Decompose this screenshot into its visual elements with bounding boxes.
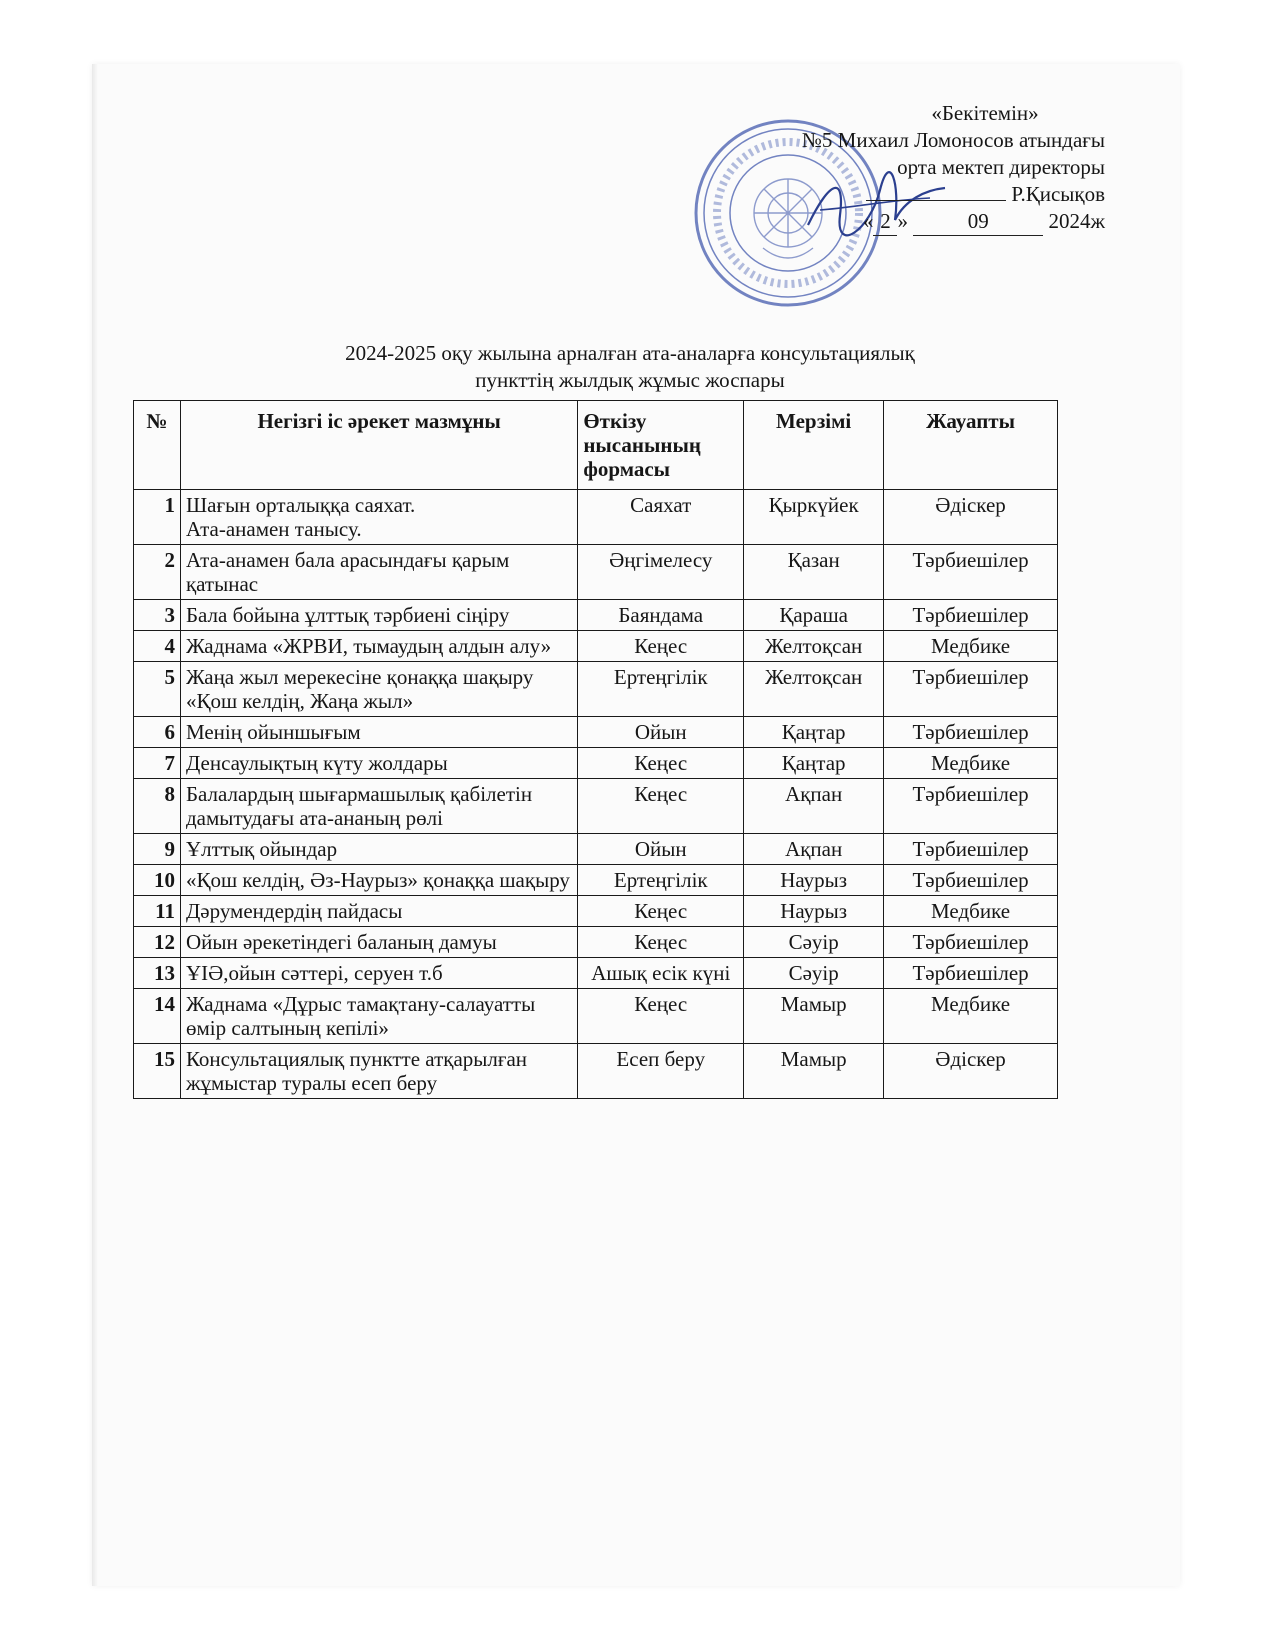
row-date: Наурыз (744, 865, 884, 896)
row-responsible: Медбике (884, 631, 1058, 662)
row-form: Ашық есік күні (578, 958, 744, 989)
row-responsible: Медбике (884, 748, 1058, 779)
date-year: 2024ж (1048, 209, 1105, 233)
table-header-row (134, 401, 1058, 490)
row-form: Есеп беру (578, 1044, 744, 1099)
row-responsible: Әдіскер (884, 1044, 1058, 1099)
row-form: Кеңес (578, 989, 744, 1044)
row-date: Ақпан (744, 834, 884, 865)
row-date: Желтоқсан (744, 662, 884, 717)
row-form: Саяхат (578, 490, 744, 545)
paper-edge (92, 64, 98, 1586)
row-activity: Денсаулықтың күту жолдары (180, 748, 577, 779)
document-title (180, 340, 1080, 394)
row-number: 11 (134, 896, 181, 927)
row-responsible: Медбике (884, 989, 1058, 1044)
table-row (134, 989, 1058, 1044)
row-activity: Балалардың шығармашылық қабілетін дамытудағы ата-ананың рөлі (180, 779, 577, 834)
row-activity: Шағын орталыққа саяхат. Ата-анамен танысу. (180, 490, 577, 545)
row-activity: Дәрумендердің пайдасы (180, 896, 577, 927)
table-row (134, 600, 1058, 631)
row-date: Наурыз (744, 896, 884, 927)
row-responsible: Әдіскер (884, 490, 1058, 545)
signature-blank (866, 200, 1006, 201)
row-form: Баяндама (578, 600, 744, 631)
row-date: Мамыр (744, 989, 884, 1044)
row-number: 9 (134, 834, 181, 865)
table-row (134, 927, 1058, 958)
approval-block (725, 100, 1105, 236)
table-row (134, 545, 1058, 600)
row-activity: Менің ойыншығым (180, 717, 577, 748)
row-responsible: Тәрбиешілер (884, 717, 1058, 748)
approval-date-line (725, 208, 1105, 236)
row-responsible: Тәрбиешілер (884, 545, 1058, 600)
table-row (134, 1044, 1058, 1099)
table-row (134, 490, 1058, 545)
header-form: Өткізу нысанының формасы (578, 401, 744, 490)
row-date: Желтоқсан (744, 631, 884, 662)
row-date: Мамыр (744, 1044, 884, 1099)
row-activity: ҰІӘ,ойын сәттері, серуен т.б (180, 958, 577, 989)
row-number: 6 (134, 717, 181, 748)
row-date: Сәуір (744, 958, 884, 989)
row-number: 15 (134, 1044, 181, 1099)
row-date: Қараша (744, 600, 884, 631)
table-row (134, 779, 1058, 834)
approval-school-line1: №5 Михаил Ломоносов атындағы (801, 128, 1105, 152)
table-row (134, 662, 1058, 717)
row-responsible: Тәрбиешілер (884, 834, 1058, 865)
date-open-quote: « (862, 209, 874, 233)
row-number: 2 (134, 545, 181, 600)
date-day: 2 (873, 208, 897, 236)
table-body (134, 490, 1058, 1099)
row-responsible: Тәрбиешілер (884, 927, 1058, 958)
row-date: Қазан (744, 545, 884, 600)
row-number: 7 (134, 748, 181, 779)
date-month: 09 (913, 208, 1043, 236)
row-form: Ертеңгілік (578, 865, 744, 896)
row-activity: Бала бойына ұлттық тәрбиені сіңіру (180, 600, 577, 631)
row-form: Ойын (578, 717, 744, 748)
header-date: Мерзімі (744, 401, 884, 490)
row-form: Кеңес (578, 927, 744, 958)
header-activity: Негізгі іс әрекет мазмұны (180, 401, 577, 490)
row-responsible: Тәрбиешілер (884, 958, 1058, 989)
table-row (134, 631, 1058, 662)
row-activity: Жаднама «Дұрыс тамақтану-салауатты өмір салтының кепілі» (180, 989, 577, 1044)
row-activity: Ойын әрекетіндегі баланың дамуы (180, 927, 577, 958)
row-number: 14 (134, 989, 181, 1044)
table-row (134, 958, 1058, 989)
row-responsible: Тәрбиешілер (884, 865, 1058, 896)
table-row (134, 717, 1058, 748)
row-number: 10 (134, 865, 181, 896)
row-number: 12 (134, 927, 181, 958)
row-number: 1 (134, 490, 181, 545)
row-responsible: Медбике (884, 896, 1058, 927)
row-date: Қыркүйек (744, 490, 884, 545)
approval-school-line2: орта мектеп директоры (897, 155, 1105, 179)
row-date: Ақпан (744, 779, 884, 834)
title-line-2: пункттің жылдық жұмыс жоспары (475, 368, 785, 392)
row-activity: Ұлттық ойындар (180, 834, 577, 865)
row-activity: Жаңа жыл мерекесіне қонаққа шақыру «Қош келдің, Жаңа жыл» (180, 662, 577, 717)
row-form: Кеңес (578, 896, 744, 927)
row-activity: Ата-анамен бала арасындағы қарым қатынас (180, 545, 577, 600)
date-close-quote: » (897, 209, 908, 233)
plan-table (133, 400, 1058, 1099)
table-row (134, 748, 1058, 779)
row-responsible: Тәрбиешілер (884, 779, 1058, 834)
row-form: Әңгімелесу (578, 545, 744, 600)
row-form: Кеңес (578, 631, 744, 662)
row-date: Сәуір (744, 927, 884, 958)
table-row (134, 896, 1058, 927)
row-form: Ойын (578, 834, 744, 865)
title-line-1: 2024-2025 оқу жылына арналған ата-аналарға консультациялық (345, 341, 915, 365)
row-date: Қаңтар (744, 748, 884, 779)
header-number: № (134, 401, 181, 490)
row-activity: «Қош келдің, Әз-Наурыз» қонаққа шақыру (180, 865, 577, 896)
header-responsible: Жауапты (884, 401, 1058, 490)
row-responsible: Тәрбиешілер (884, 662, 1058, 717)
row-number: 13 (134, 958, 181, 989)
row-number: 4 (134, 631, 181, 662)
row-activity: Консультациялық пунктте атқарылған жұмыстар туралы есеп беру (180, 1044, 577, 1099)
row-responsible: Тәрбиешілер (884, 600, 1058, 631)
row-activity: Жаднама «ЖРВИ, тымаудың алдын алу» (180, 631, 577, 662)
row-date: Қаңтар (744, 717, 884, 748)
row-number: 3 (134, 600, 181, 631)
row-form: Кеңес (578, 779, 744, 834)
row-form: Кеңес (578, 748, 744, 779)
approval-heading: «Бекітемін» (931, 101, 1039, 125)
table-row (134, 834, 1058, 865)
table-row (134, 865, 1058, 896)
row-form: Ертеңгілік (578, 662, 744, 717)
row-number: 8 (134, 779, 181, 834)
director-name: Р.Қисықов (1011, 182, 1105, 206)
approval-director-line (725, 181, 1105, 208)
row-number: 5 (134, 662, 181, 717)
